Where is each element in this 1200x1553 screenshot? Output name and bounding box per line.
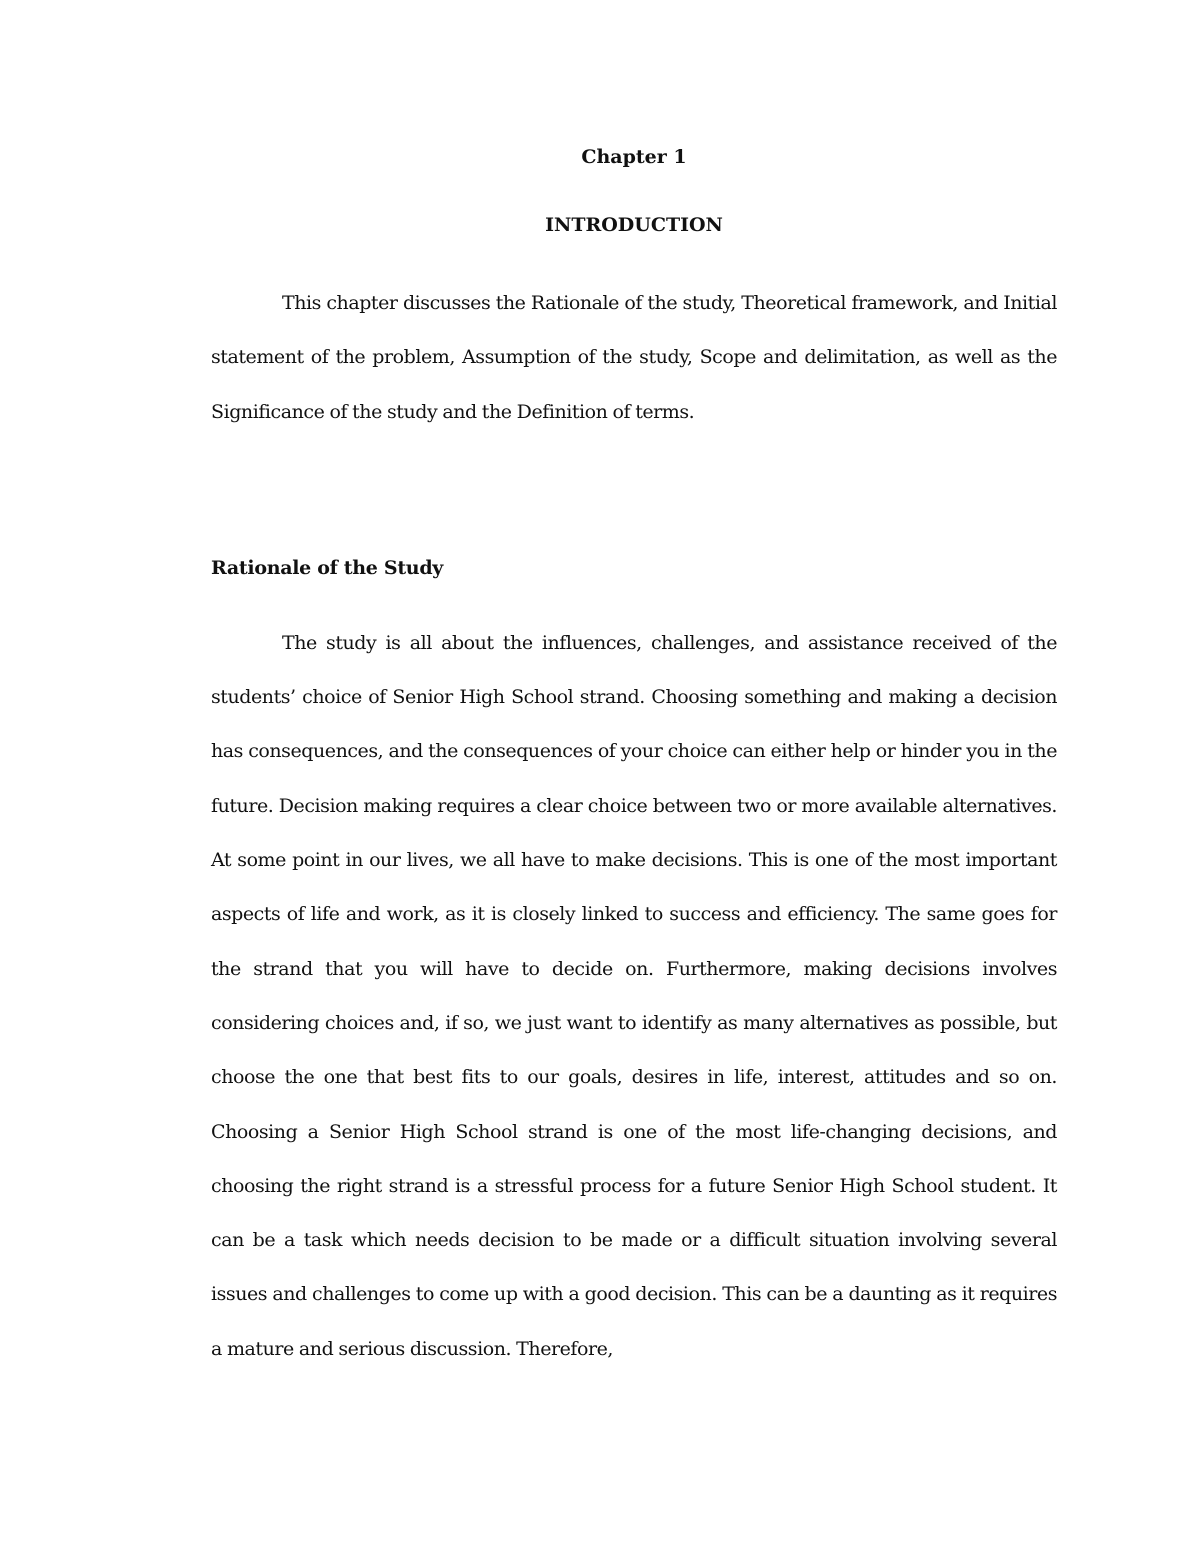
intro-paragraph: This chapter discusses the Rationale of the study, Theoretical framework, and Initial statement of the problem, Assumption of the study, Scope and delimitation, as well as the Significance of the study and the Definition of terms. — [211, 292, 1057, 423]
chapter-title: INTRODUCTION — [545, 214, 723, 236]
section-heading-rationale: Rationale of the Study — [211, 556, 444, 579]
chapter-label: Chapter 1 — [581, 146, 687, 168]
page-content — [211, 140, 1057, 1376]
rationale-paragraph: The study is all about the influences, challenges, and assistance received of the students’ choice of Senior High School strand. Choosing something and making a decision has consequences, and the consequences of your choice can either help or hinder you in the future. Decision making requires a clear choice between two or more available alternatives. At some point in our lives, we all have to make decisions. This is one of the most important aspects of life and work, as it is closely linked to success and efficiency. The same goes for the strand that you will have to decide on. Furthermore, making decisions involves considering choices and, if so, we just want to identify as many alternatives as possible, but choose the one that best fits to our goals, desires in life, interest, attitudes and so on. Choosing a Senior High School strand is one of the most life-changing decisions, and choosing the right strand is a stressful process for a future Senior High School student. It can be a task which needs decision to be made or a difficult situation involving several issues and challenges to come up with a good decision. This can be a daunting as it requires a mature and serious discussion. Therefore, — [211, 631, 1057, 1360]
